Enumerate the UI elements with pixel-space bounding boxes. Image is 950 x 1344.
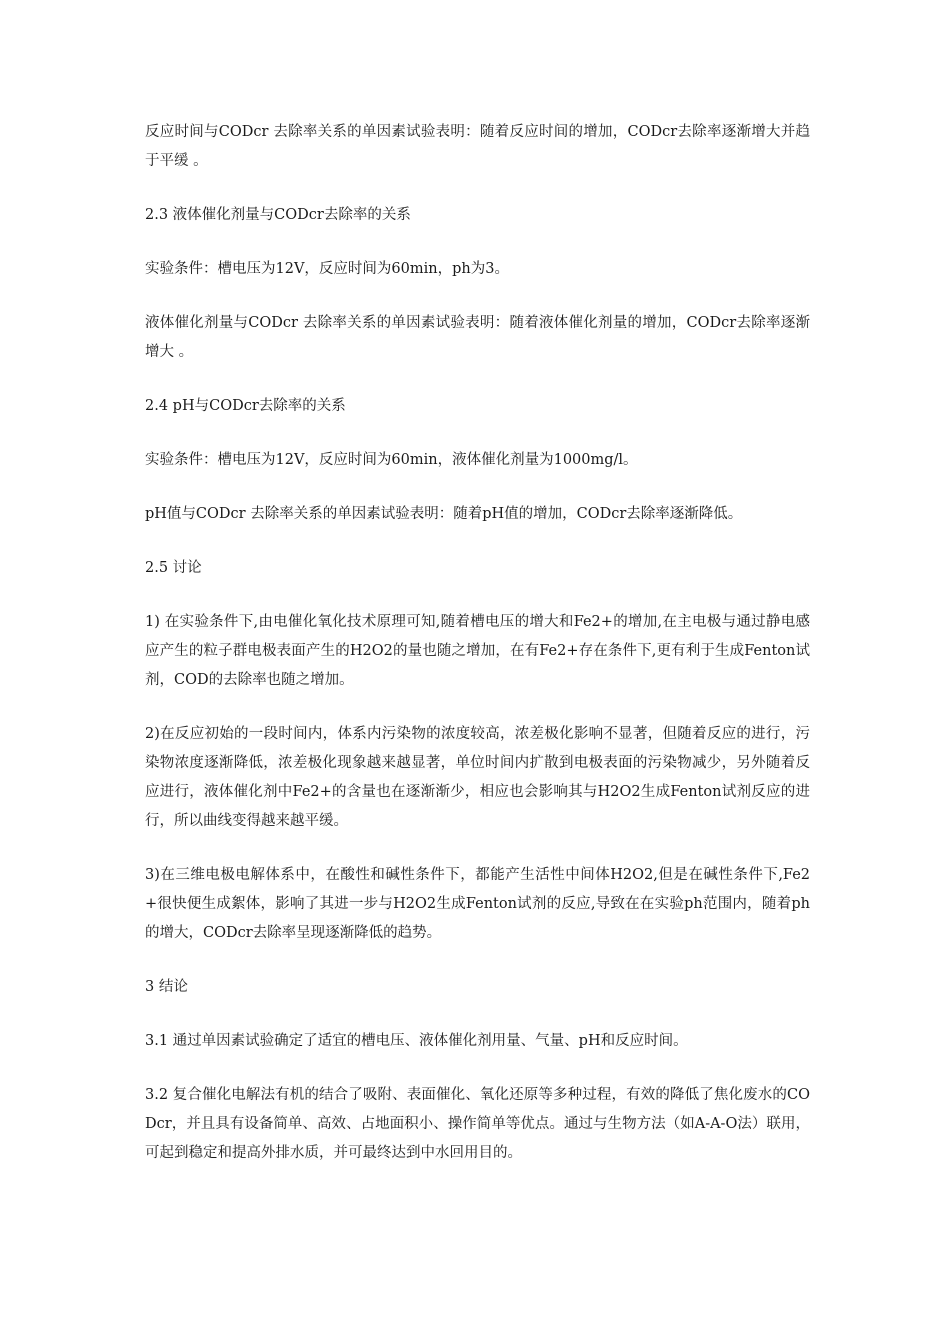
paragraph-conditions-2-4: 实验条件：槽电压为12V，反应时间为60min，液体催化剂量为1000mg/l。 bbox=[145, 452, 638, 468]
section-heading-3: 3 结论 bbox=[145, 979, 188, 995]
paragraph-discussion-1: 1) 在实验条件下,由电催化氧化技术原理可知,随着槽电压的增大和Fe2+的增加,在主电极与通过静电感应产生的粒子群电极表面产生的H2O2的量也随之增加，在有Fe2+存在条件下,更有利于生成Fenton试剂，COD的去除率也随之增加。 bbox=[145, 614, 810, 688]
paragraph-discussion-3: 3)在三维电极电解体系中，在酸性和碱性条件下，都能产生活性中间体H2O2,但是在碱性条件下,Fe2+很快便生成絮体，影响了其进一步与H2O2生成Fenton试剂的反应,导致在在实验ph范围内，随着ph的增大，CODcr去除率呈现逐渐降低的趋势。 bbox=[145, 867, 810, 941]
section-heading-2-4: 2.4 pH与CODcr去除率的关系 bbox=[145, 398, 346, 414]
paragraph-ph-result: pH值与CODcr 去除率关系的单因素试验表明：随着pH值的增加，CODcr去除率逐渐降低。 bbox=[145, 506, 743, 522]
section-heading-2-3: 2.3 液体催化剂量与CODcr去除率的关系 bbox=[145, 207, 411, 223]
paragraph-conditions-2-3: 实验条件：槽电压为12V，反应时间为60min，ph为3。 bbox=[145, 261, 509, 277]
paragraph-conclusion-3-1: 3.1 通过单因素试验确定了适宜的槽电压、液体催化剂用量、气量、pH和反应时间。 bbox=[145, 1033, 688, 1049]
paragraph-reaction-time-result: 反应时间与CODcr 去除率关系的单因素试验表明：随着反应时间的增加，CODcr去除率逐渐增大并趋于平缓 。 bbox=[145, 124, 810, 169]
paragraph-conclusion-3-2: 3.2 复合催化电解法有机的结合了吸附、表面催化、氧化还原等多种过程，有效的降低了焦化废水的CODcr，并且具有设备简单、高效、占地面积小、操作简单等优点。通过与生物方法（如A-A-O法）联用，可起到稳定和提高外排水质，并可最终达到中水回用目的。 bbox=[145, 1087, 810, 1161]
section-heading-2-5: 2.5 讨论 bbox=[145, 560, 202, 576]
paragraph-discussion-2: 2)在反应初始的一段时间内，体系内污染物的浓度较高，浓差极化影响不显著，但随着反应的进行，污染物浓度逐渐降低，浓差极化现象越来越显著，单位时间内扩散到电极表面的污染物减少，另外随着反应进行，液体催化剂中Fe2+的含量也在逐渐渐少，相应也会影响其与H2O2生成Fenton试剂反应的进行，所以曲线变得越来越平缓。 bbox=[145, 726, 810, 829]
paragraph-catalyst-result: 液体催化剂量与CODcr 去除率关系的单因素试验表明：随着液体催化剂量的增加，CODcr去除率逐渐增大 。 bbox=[145, 315, 810, 360]
document-body bbox=[145, 118, 810, 1193]
